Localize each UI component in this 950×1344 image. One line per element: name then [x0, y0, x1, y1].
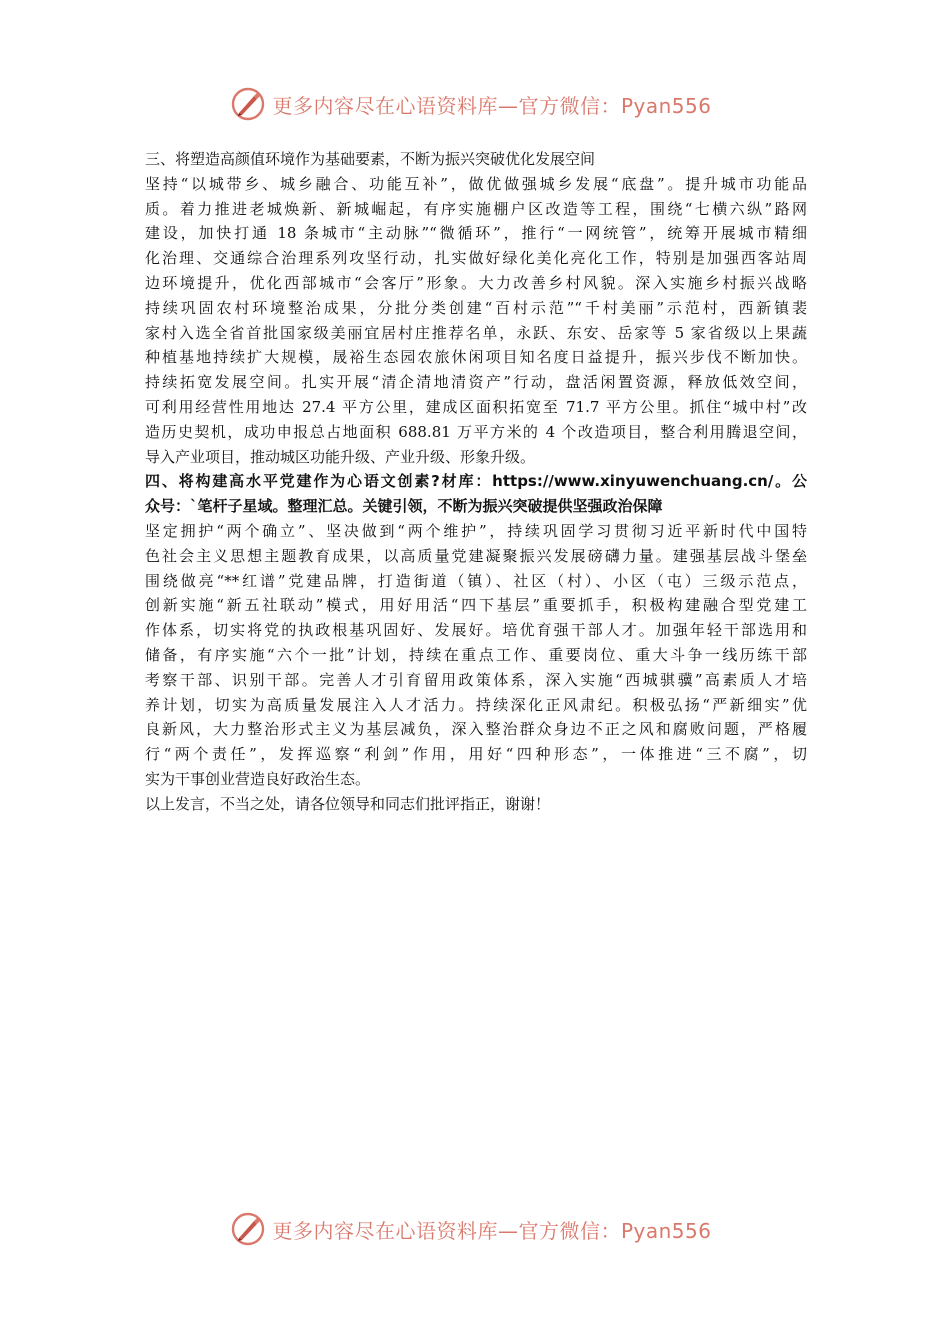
paragraph-line: 行“两个责任”，发挥巡察“利剑”作用，用好“四种形态”，一体推进“三不腐”，切	[145, 745, 807, 764]
paragraph-line: 持续巩固农村环境整治成果，分批分类创建“百村示范”“千村美丽”示范村，西新镇裴	[145, 298, 807, 317]
watermark-group	[230, 86, 711, 122]
section-3-body	[145, 172, 807, 470]
document-body	[145, 147, 807, 817]
footer-watermark	[0, 1209, 950, 1249]
paragraph-line: 储备，有序实施“六个一批”计划，持续在重点工作、重要岗位、重大斗争一线历练干部	[145, 645, 807, 664]
paragraph-line: 考察干部、识别干部。完善人才引育留用政策体系，深入实施“西城骐骥”高素质人才培	[145, 670, 807, 689]
paragraph-line: 坚定拥护“两个确立”、坚决做到“两个维护”，持续巩固学习贯彻习近平新时代中国特	[145, 521, 807, 540]
watermark-text: 更多内容尽在心语资料库—官方微信：Pyan556	[272, 1218, 712, 1243]
paragraph-line: 边环境提升，优化西部城市“会客厅”形象。大力改善乡村风貌。深入实施乡村振兴战略	[145, 273, 807, 292]
paragraph-line: 创新实施“新五社联动”模式，用好用活“四下基层”重要抓手，积极构建融合型党建工	[145, 596, 807, 615]
pen-logo-icon	[230, 1211, 266, 1247]
paragraph-line: 色社会主义思想主题教育成果，以高质量党建凝聚振兴发展磅礴力量。建强基层战斗堡垒	[145, 546, 807, 565]
paragraph-line: 造历史契机，成功申报总占地面积 688.81 万平方米的 4 个改造项目，整合利用腾退空间，	[145, 422, 807, 441]
paragraph-line: 作体系，切实将党的执政根基巩固好、发展好。培优育强干部人才。加强年轻干部选用和	[145, 621, 807, 640]
paragraph-line: 建设，加快打通 18 条城市“主动脉”“微循环”，推行“一网统管”，统筹开展城市精细	[145, 224, 807, 243]
header-watermark	[0, 84, 950, 124]
paragraph-line: 坚持“以城带乡、城乡融合、功能互补”，做优做强城乡发展“底盘”。提升城市功能品	[145, 174, 807, 193]
paragraph-line: 种植基地持续扩大规模，晟裕生态园农旅休闲项目知名度日益提升，振兴步伐不断加快。	[145, 348, 807, 367]
pen-logo-icon	[230, 86, 266, 122]
paragraph-line: 持续拓宽发展空间。扎实开展“清企清地清资产”行动，盘活闲置资源，释放低效空间，	[145, 373, 807, 392]
section-3-heading: 三、将塑造高颜值环境作为基础要素，不断为振兴突破优化发展空间	[145, 150, 596, 168]
paragraph-line: 家村入选全省首批国家级美丽宜居村庄推荐名单，永跃、东安、岳家等 5 家省级以上果蔬	[145, 323, 807, 342]
section-4-heading-line-1: 四、将构建高水平党建作为心语文创素?材库：https://www.xinyuwenchuang.cn/。公	[145, 472, 807, 491]
watermark-group	[230, 1211, 711, 1247]
paragraph-line: 养计划，切实为高质量发展注入人才活力。持续深化正风肃纪。积极弘扬“严新细实”优	[145, 695, 807, 714]
paragraph-line: 围绕做亮“**红谱”党建品牌，打造街道（镇）、社区（村）、小区（屯）三级示范点，	[145, 571, 807, 590]
paragraph-line: 实为干事创业营造良好政治生态。	[145, 769, 371, 788]
paragraph-line: 导入产业项目，推动城区功能升级、产业升级、形象升级。	[145, 447, 536, 466]
paragraph-line: 良新风，大力整治形式主义为基层减负，深入整治群众身边不正之风和腐败问题，严格履	[145, 720, 807, 739]
watermark-text: 更多内容尽在心语资料库—官方微信：Pyan556	[272, 93, 712, 118]
paragraph-line: 可利用经营性用地达 27.4 平方公里，建成区面积拓宽至 71.7 平方公里。抓住“城中村”改	[145, 397, 807, 416]
section-4-heading-line-2: 众号：`笔杆子星域。整理汇总。关键引领，不断为振兴突破提供坚强政治保障	[145, 497, 663, 516]
paragraph-line: 质。着力推进老城焕新、新城崛起，有序实施棚户区改造等工程，围绕“七横六纵”路网	[145, 199, 807, 218]
closing-remark: 以上发言，不当之处，请各位领导和同志们批评指正，谢谢！	[145, 794, 551, 813]
paragraph-line: 化治理、交通综合治理系列攻坚行动，扎实做好绿化美化亮化工作，特别是加强西客站周	[145, 249, 807, 268]
section-4-body	[145, 519, 807, 792]
